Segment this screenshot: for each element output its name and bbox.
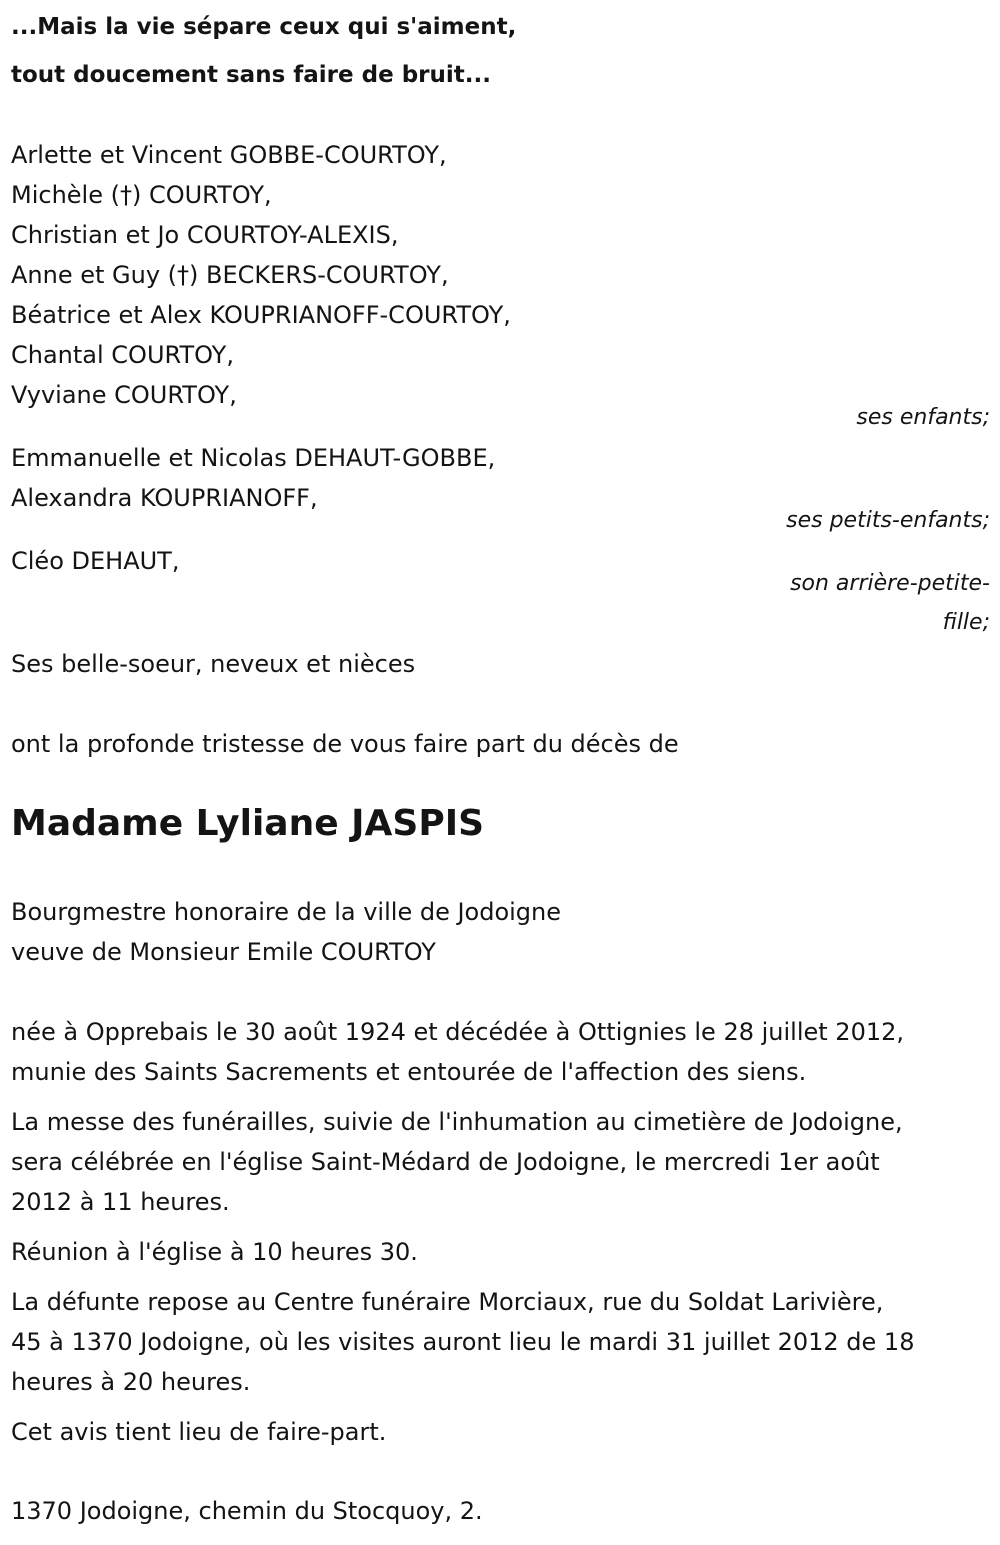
child-name: Vyviane COURTOY, [11, 381, 237, 409]
paragraph-line: sera célébrée en l'église Saint-Médard de Jodoigne, le mercredi 1er août [11, 1148, 880, 1176]
child-name: Arlette et Vincent GOBBE-COURTOY, [11, 141, 447, 169]
great-grandchild-relation: fille; [942, 610, 990, 635]
child-name: Michèle (†) COURTOY, [11, 181, 272, 209]
paragraph-line: munie des Saints Sacrements et entourée de l'affection des siens. [11, 1058, 807, 1086]
child-name: Chantal COURTOY, [11, 341, 234, 369]
paragraph-line: Réunion à l'église à 10 heures 30. [11, 1238, 418, 1266]
child-name: Anne et Guy (†) BECKERS-COURTOY, [11, 261, 449, 289]
paragraph-line: heures à 20 heures. [11, 1368, 251, 1396]
deceased-name: Madame Lyliane JASPIS [11, 803, 485, 844]
grandchild-name: Alexandra KOUPRIANOFF, [11, 484, 318, 512]
quote-line-2: tout doucement sans faire de bruit... [11, 62, 491, 88]
address: 1370 Jodoigne, chemin du Stocquoy, 2. [11, 1497, 483, 1525]
announcement: ont la profonde tristesse de vous faire part du décès de [11, 730, 679, 758]
great-grandchild-relation: son arrière-petite- [790, 571, 990, 596]
grandchildren-relation: ses petits-enfants; [786, 508, 990, 533]
paragraph-line: Cet avis tient lieu de faire-part. [11, 1418, 387, 1446]
grandchild-name: Emmanuelle et Nicolas DEHAUT-GOBBE, [11, 444, 496, 472]
paragraph-line: 45 à 1370 Jodoigne, où les visites auront lieu le mardi 31 juillet 2012 de 18 [11, 1328, 915, 1356]
child-name: Béatrice et Alex KOUPRIANOFF-COURTOY, [11, 301, 511, 329]
paragraph-line: née à Opprebais le 30 août 1924 et décédée à Ottignies le 28 juillet 2012, [11, 1018, 905, 1046]
quote-line-1: ...Mais la vie sépare ceux qui s'aiment, [11, 14, 517, 40]
paragraph-line: La défunte repose au Centre funéraire Morciaux, rue du Soldat Larivière, [11, 1288, 884, 1316]
paragraph-line: 2012 à 11 heures. [11, 1188, 230, 1216]
other-relatives: Ses belle-soeur, neveux et nièces [11, 650, 416, 678]
great-grandchild-name: Cléo DEHAUT, [11, 547, 180, 575]
deceased-title: Bourgmestre honoraire de la ville de Jodoigne [11, 898, 562, 926]
child-name: Christian et Jo COURTOY-ALEXIS, [11, 221, 399, 249]
deceased-title: veuve de Monsieur Emile COURTOY [11, 938, 436, 966]
paragraph-line: La messe des funérailles, suivie de l'inhumation au cimetière de Jodoigne, [11, 1108, 903, 1136]
children-relation: ses enfants; [856, 405, 990, 430]
